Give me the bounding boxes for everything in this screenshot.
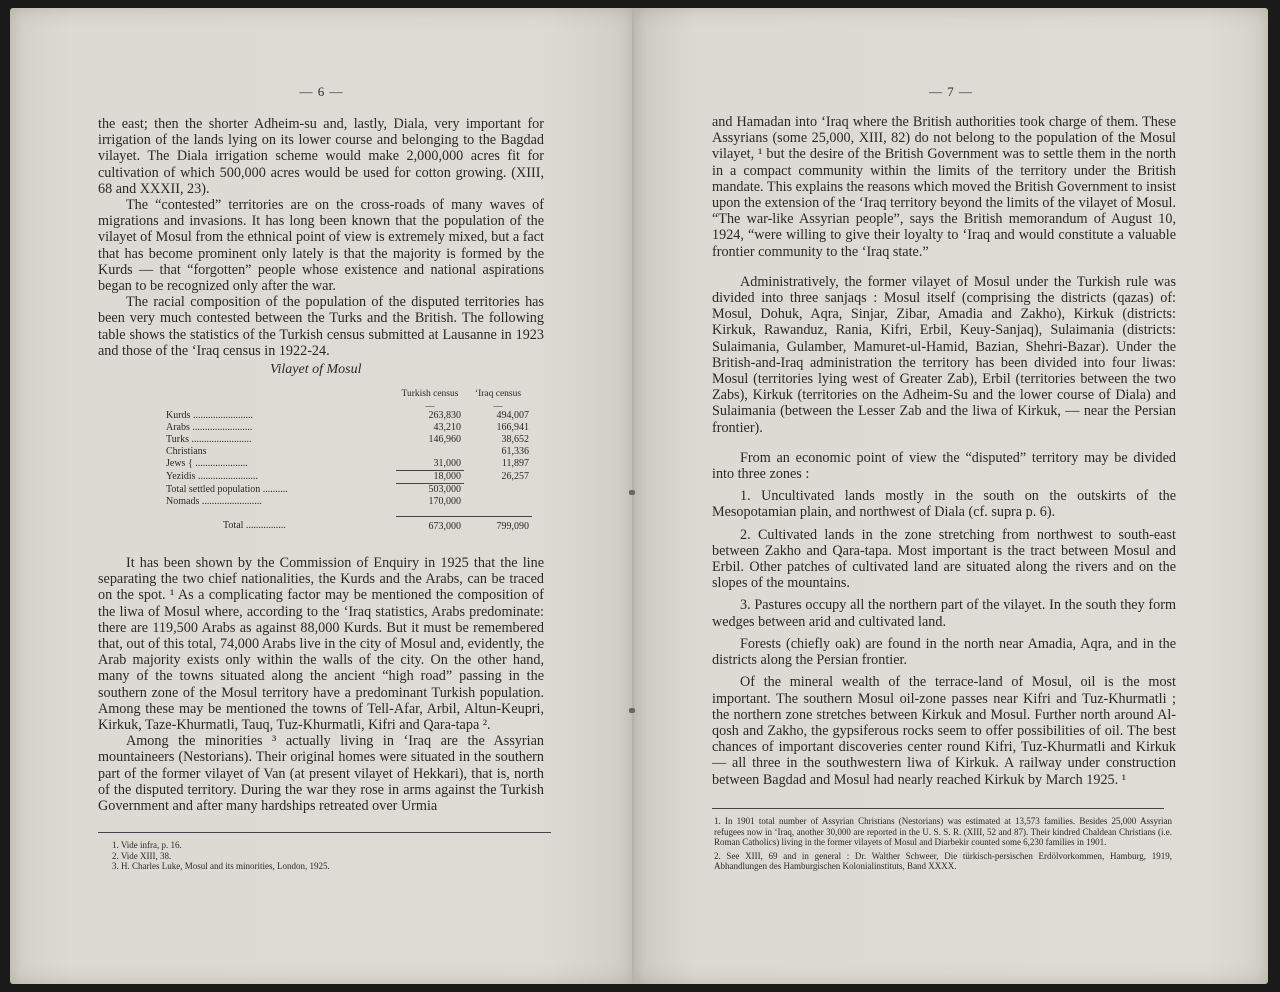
table-row: Total settled population .......... 503,000 bbox=[163, 484, 532, 497]
row-iraq: 11,897 bbox=[501, 458, 529, 470]
row-iraq: 494,007 bbox=[496, 410, 529, 421]
row-label: Christians bbox=[166, 446, 207, 457]
table-dash: — bbox=[425, 401, 435, 411]
paragraph: It has been shown by the Commission of Enquiry in 1925 that the line separating the two chief nationalities, the Kurds and the Arabs, can be traced on the spot. ¹ As a complicating factor may be mentioned the composition of the liwa of Mosul where, according to the ‘Iraq statistics, Arabs predominate: there are 119,500 Arabs as against 88,000 Kurds. But it must be remembered that, out of this total, 74,000 Arabs live in the city of Mosul and, evidently, the Arab majority exists only within the walls of the city. On the other hand, many of the towns situated along the ancient “high road” passing in the southern zone of the Mosul territory have a predominant Turkish population. Among these may be mentioned the towns of Tell-Afar, Arbil, Altun-Keupri, Kirkuk, Taze-Khurmatli, Tauq, Tuz-Khurmatli, Kifri and Qara-tapa ². bbox=[98, 555, 544, 734]
row-label: Yezidis bbox=[166, 471, 196, 482]
total-label: Total bbox=[223, 520, 244, 532]
table-title: Vilayet of Mosul bbox=[270, 362, 362, 377]
table-row bbox=[163, 446, 532, 458]
row-label: Nomads bbox=[166, 496, 200, 507]
table-header-turkish: Turkish census bbox=[401, 389, 459, 399]
left-body-bottom bbox=[98, 555, 544, 814]
right-footnotes bbox=[714, 816, 1172, 872]
table-header-blank bbox=[163, 388, 396, 402]
paragraph: and Hamadan into ‘Iraq where the British authorities took charge of them. These Assyrians (some 25,000, XIII, 82) do not belong to the population of the Mosul vilayet, ¹ but the desire of the British Government was to settle them in the north in a compact community within the limits of the territory under the British mandate. This explains the reasons which moved the British Government to insist upon the extension of the ‘Iraq territory beyond the limits of the vilayet of Mosul. “The war-like Assyrian people”, says the British memorandum of August 10, 1924, “were willing to give their loyalty to ‘Iraq and would constitute a valuable frontier community to the ‘Iraq state.” bbox=[712, 114, 1176, 260]
table-row: Yezidis ........................ 18,000 26,257 bbox=[163, 471, 532, 484]
row-iraq: 26,257 bbox=[501, 471, 529, 482]
row-turkish bbox=[396, 446, 464, 458]
row-label: Total settled population bbox=[166, 483, 261, 495]
paragraph: 3. Pastures occupy all the northern part of the vilayet. In the south they form wedges between arid and cultivated land. bbox=[712, 597, 1176, 630]
paragraph: The racial composition of the population of the disputed territories has been very much contested between the Turks and the British. The following table shows the statistics of the Turkish census submitted at Lausanne in 1923 and those of the ‘Iraq census in 1922-24. bbox=[98, 294, 544, 359]
table-row: Turks ........................ 146,960 38,652 bbox=[163, 434, 532, 446]
row-turkish: 43,210 bbox=[433, 422, 461, 433]
binding-staple bbox=[629, 490, 635, 495]
table-total-row: Total ................ 673,000 799,090 bbox=[163, 516, 532, 533]
table-dash: — bbox=[493, 401, 503, 411]
paragraph: The “contested” territories are on the cross-roads of many waves of migrations and invasions. It has long been known that the population of the vilayet of Mosul from the ethnical point of view is extremely mixed, but a fact that has become prominent only lately is that the majority is formed by the Kurds — that “forgotten” people whose existence and national aspirations began to be recognized only after the war. bbox=[98, 197, 544, 295]
total-turkish: 673,000 bbox=[428, 520, 461, 532]
table-row: Arabs ........................ 43,210 166,941 bbox=[163, 422, 532, 434]
row-label: Jews bbox=[166, 458, 186, 470]
table-row: Kurds ........................ 263,830 494,007 bbox=[163, 410, 532, 422]
footnote-rule bbox=[712, 808, 1164, 809]
binding-staple bbox=[629, 708, 635, 713]
footnote: 2. Vide XIII, 38. bbox=[112, 850, 172, 861]
row-label: Kurds bbox=[166, 410, 191, 421]
table-header-iraq: ‘Iraq census bbox=[474, 389, 522, 399]
paragraph: Forests (chiefly oak) are found in the north near Amadia, Aqra, and in the districts along the Persian frontier. bbox=[712, 635, 1176, 669]
left-body-top bbox=[98, 116, 544, 359]
footnote: 1. In 1901 total number of Assyrian Christians (Nestorians) was estimated at 13,573 families. Besides 25,000 Assyrian refugees now in ‘Iraq, another 30,000 are reported in the U. S. S. R. (XIII, 52 and 87). Their kindred Chaldean Christians (i.e. Roman Catholics) living in the former vilayets of Mosul and Diarbekir counted some 6,230 families in 1901. bbox=[714, 816, 1172, 847]
paragraph: Among the minorities ³ actually living in ‘Iraq are the Assyrian mountaineers (Nestorians). Their original homes were situated in the southern part of the former vilayet of Van (at present vilayet of Hekkari), that is, north of the disputed territory. During the war they rose in arms against the Turkish Government and after many hardships retreated over Urmia bbox=[98, 733, 544, 815]
total-iraq: 799,090 bbox=[496, 520, 529, 532]
table-row: Nomads ........................ 170,000 bbox=[163, 496, 532, 508]
row-turkish: 18,000 bbox=[396, 471, 464, 484]
row-turkish: 503,000 bbox=[396, 484, 464, 497]
census-table bbox=[163, 388, 532, 533]
left-footnotes bbox=[112, 840, 552, 872]
right-body bbox=[712, 114, 1176, 788]
paragraph: From an economic point of view the “disputed” territory may be divided into three zones : bbox=[712, 449, 1176, 483]
paragraph: the east; then the shorter Adheim-su and, lastly, Diala, very important for irrigation of the lands lying on its lower course and belonging to the Bagdad vilayet. The Diala irrigation scheme would make 2,000,000 acres fit for cultivation of which 500,000 acres would be used for cotton growing. (XIII, 68 and XXXII, 23). bbox=[98, 116, 544, 197]
page-number-right: — 7 — bbox=[929, 84, 973, 99]
footnote: 2. See XIII, 69 and in general : Dr. Walther Schweer, Die türkisch-persischen Erdölvorkommen, Hamburg, 1919, Abhandlungen des Hamburgischen Kolonialinstituts, Band XXXX. bbox=[714, 850, 1172, 871]
row-label: Arabs bbox=[166, 422, 190, 433]
row-iraq: 38,652 bbox=[501, 434, 529, 445]
table-row: Jews { ..................... 31,000 11,897 bbox=[163, 458, 532, 471]
page-number-left: — 6 — bbox=[299, 84, 344, 99]
paragraph: 1. Uncultivated lands mostly in the south on the outskirts of the Mesopotamian plain, and northwest of Diala (cf. supra p. 6). bbox=[712, 488, 1176, 521]
row-turkish: 263,830 bbox=[428, 410, 461, 421]
row-turkish: 31,000 bbox=[433, 458, 461, 469]
paragraph: Of the mineral wealth of the terrace-land of Mosul, oil is the most important. The southern Mosul oil-zone passes near Kifri and Tuz-Khurmatli ; the northern zone stretches between Kirkuk and Mosul. Further north around Al-qosh and Zakho, the gypsiferous rocks seem to offer possibilities of oil. The best chances of important discoveries center round Kifri, Tuz-Khurmatli and Kirkuk — all three in the southwestern liwa of Kirkuk. A railway under construction between Bagdad and Mosul had nearly reached Kirkuk by March 1925. ¹ bbox=[712, 674, 1176, 788]
paragraph: 2. Cultivated lands in the zone stretching from northwest to south-east between Zakho and Qara-tapa. Most important is the tract between Mosul and Erbil. Other patches of cultivated land are situated along the rivers and on the slopes of the mountains. bbox=[712, 526, 1176, 592]
footnote: 1. Vide infra, p. 16. bbox=[112, 840, 182, 850]
row-iraq: 166,941 bbox=[496, 422, 529, 433]
row-label: Turks bbox=[166, 434, 189, 445]
row-turkish: 146,960 bbox=[428, 434, 461, 445]
row-turkish: 170,000 bbox=[428, 496, 461, 507]
row-iraq: 61,336 bbox=[501, 446, 529, 457]
footnote-rule bbox=[98, 832, 551, 833]
paragraph: Administratively, the former vilayet of Mosul under the Turkish rule was divided into three sanjaqs : Mosul itself (comprising the districts (qazas) of: Mosul, Dohuk, Aqra, Sinjar, Zibar, Amadia and Zakho), Kirkuk (districts: Kirkuk, Rawanduz, Rania, Kifri, Erbil, Keuy-Sanjaq), Sulaimania (districts: Sulaimania, Gulamber, Mamuret-ul-Hamid, Bazian, Shehri-Bazar). Under the British-and-Iraq administration the territory has been divided into four liwas: Mosul (territories lying west of Greater Zab), Erbil (territories between the two Zabs), Kirkuk (territories on the Adheim-Su and the lower course of Diala) and Sulaimania (between the Lesser Zab and the liwa of Kirkuk, — near the Persian frontier). bbox=[712, 273, 1176, 436]
footnote: 3. H. Charles Luke, Mosul and its minorities, London, 1925. bbox=[112, 861, 330, 871]
